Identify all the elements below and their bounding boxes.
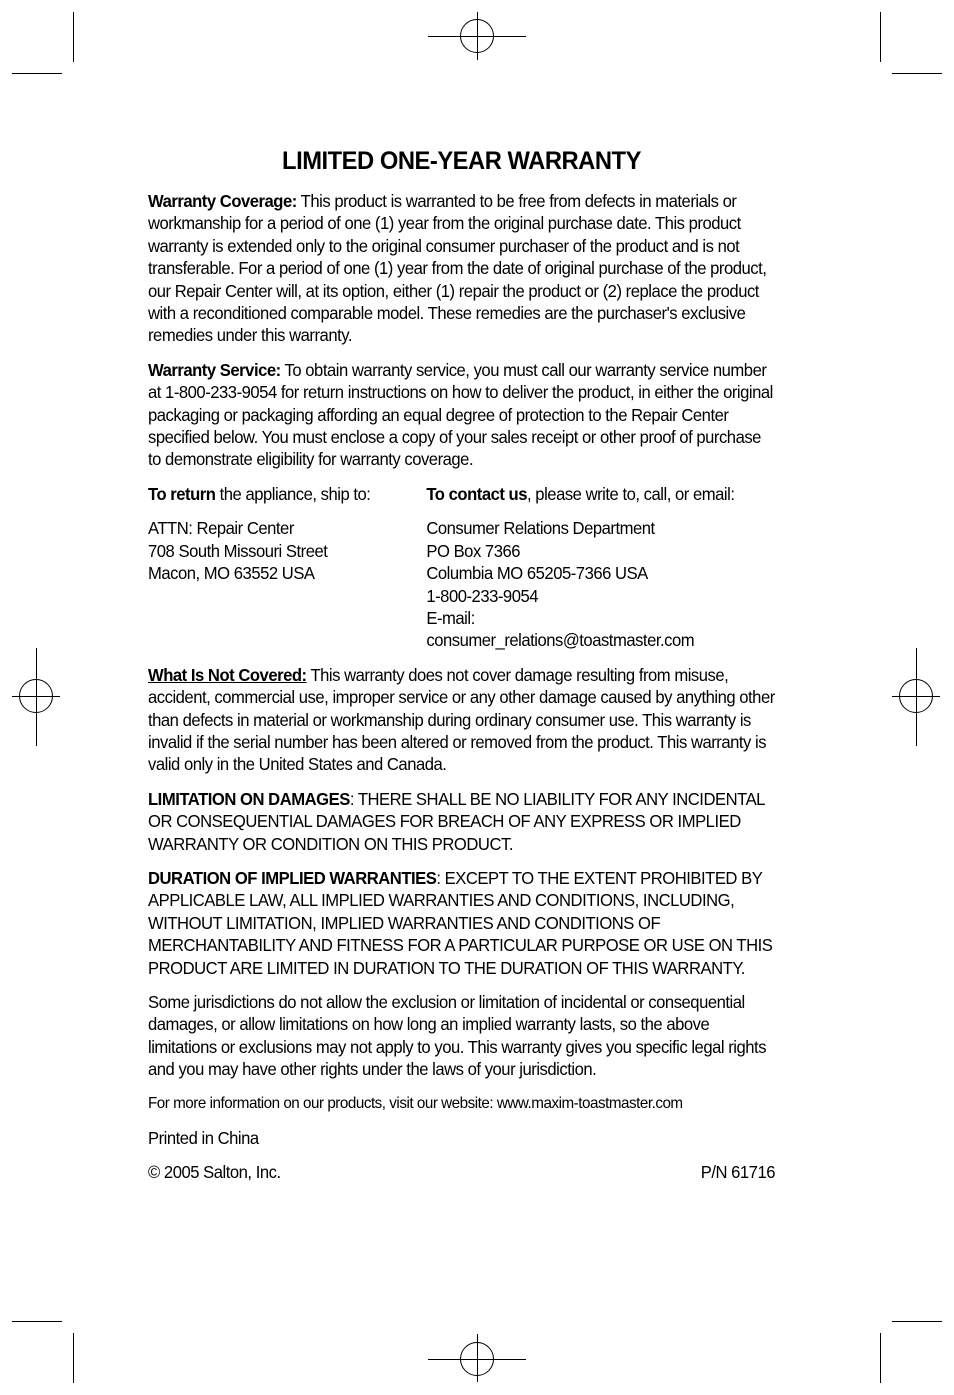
part-number: P/N 61716 [700, 1162, 775, 1183]
crop-mark [880, 12, 881, 62]
address-line: Columbia MO 65205-7366 USA [426, 563, 648, 584]
registration-circle-icon [460, 1342, 494, 1376]
registration-circle-icon [899, 679, 933, 713]
return-column [148, 483, 426, 652]
registration-circle-icon [19, 679, 53, 713]
duration-paragraph [148, 867, 775, 979]
warranty-coverage-label: Warranty Coverage: [148, 191, 297, 211]
contact-text: , please write to, call, or email: [527, 483, 735, 504]
address-line: ATTN: Repair Center [148, 518, 294, 539]
footer-row [148, 1161, 775, 1183]
warranty-page [148, 146, 775, 1184]
not-covered-label: What Is Not Covered: [148, 664, 307, 685]
jurisdictions-paragraph: Some jurisdictions do not allow the exclusion or limitation of incidental or consequential damages, or allow limitations on how long an implied warranty lasts, so the above limitations or exclusions may not apply to you. This warranty gives you specific legal rights and you may have other rights under the laws of your jurisdiction. [148, 992, 767, 1080]
crop-mark [892, 1321, 942, 1322]
duration-label: DURATION OF IMPLIED WARRANTIES [148, 867, 437, 888]
address-line: 708 South Missouri Street [148, 540, 328, 561]
return-text: the appliance, ship to: [215, 483, 371, 504]
crop-mark [12, 73, 62, 74]
address-line: Consumer Relations Department [426, 518, 655, 539]
crop-mark [12, 1321, 62, 1322]
repair-center-address [148, 517, 426, 584]
more-info-line [148, 1093, 775, 1115]
registration-circle-icon [460, 19, 494, 53]
warranty-coverage-text: This product is warranted to be free from defects in materials or workmanship for a period of one (1) year from the original purchase date. This product warranty is extended only to the original consumer purchaser of the product and is not transferable. For a period of one (1) year from the date of original purchase of the product, our Repair Center will, at its option, either (1) repair the product or (2) replace the product with a reconditioned comparable model. These remedies are the purchaser's exclusive remedies under this warranty. [148, 191, 767, 346]
warranty-coverage-paragraph [148, 190, 775, 347]
copyright: © 2005 Salton, Inc. [148, 1162, 281, 1183]
page-title: LIMITED ONE-YEAR WARRANTY [282, 147, 641, 175]
warranty-service-paragraph [148, 359, 775, 471]
contact-heading [426, 483, 775, 505]
crop-mark [73, 12, 74, 62]
more-info-text: For more information on our products, visit our website: [148, 1094, 497, 1112]
crop-mark [892, 73, 942, 74]
website-url: www.maxim-toastmaster.com [496, 1094, 683, 1112]
address-columns [148, 483, 775, 652]
limitation-label: LIMITATION ON DAMAGES [148, 788, 350, 809]
not-covered-text: This warranty does not cover damage resulting from misuse, accident, commercial use, improper service or any other damage caused by anything other than defects in material or workmanship during ordinary consumer use. This warranty is invalid if the serial number has been altered or removed from the product. This warranty is valid only in the United States and Canada. [148, 664, 775, 775]
crop-mark [880, 1333, 881, 1383]
limitation-text: : THERE SHALL BE NO LIABILITY FOR ANY INCIDENTAL OR CONSEQUENTIAL DAMAGES FOR BREACH OF ANY EXPRESS OR IMPLIED WARRANTY OR CONDITION ON THIS PRODUCT. [148, 788, 765, 854]
limitation-paragraph [148, 788, 775, 855]
not-covered-paragraph [148, 664, 775, 776]
duration-text: : EXCEPT TO THE EXTENT PROHIBITED BY APPLICABLE LAW, ALL IMPLIED WARRANTIES AND CONDITIONS, INCLUDING, WITHOUT LIMITATION, IMPLIED WARRANTIES AND CONDITIONS OF MERCHANTABILITY AND FITNESS FOR A PARTICULAR PURPOSE OR USE ON THIS PRODUCT ARE LIMITED IN DURATION TO THE DURATION OF THIS WARRANTY. [148, 867, 773, 978]
consumer-relations-address [426, 517, 775, 651]
phone-number: 1-800-233-9054 [426, 585, 539, 606]
warranty-service-label: Warranty Service: [148, 359, 281, 380]
warranty-service-text: To obtain warranty service, you must call our warranty service number at 1-800-233-9054 for return instructions on how to deliver the product, in either the original packaging or packaging affording an equal degree of protection to the Repair Center specified below. You must enclose a copy of your sales receipt or other proof of purchase to demonstrate eligibility for warranty coverage. [148, 359, 773, 470]
contact-label: To contact us [426, 483, 528, 504]
crop-mark [73, 1333, 74, 1383]
email-address: consumer_relations@toastmaster.com [426, 630, 695, 651]
return-heading [148, 483, 426, 505]
contact-column [426, 483, 775, 652]
email-label: E-mail: [426, 607, 475, 628]
address-line: Macon, MO 63552 USA [148, 563, 315, 584]
address-line: PO Box 7366 [426, 540, 521, 561]
printed-in: Printed in China [148, 1128, 259, 1149]
return-label: To return [148, 483, 216, 504]
